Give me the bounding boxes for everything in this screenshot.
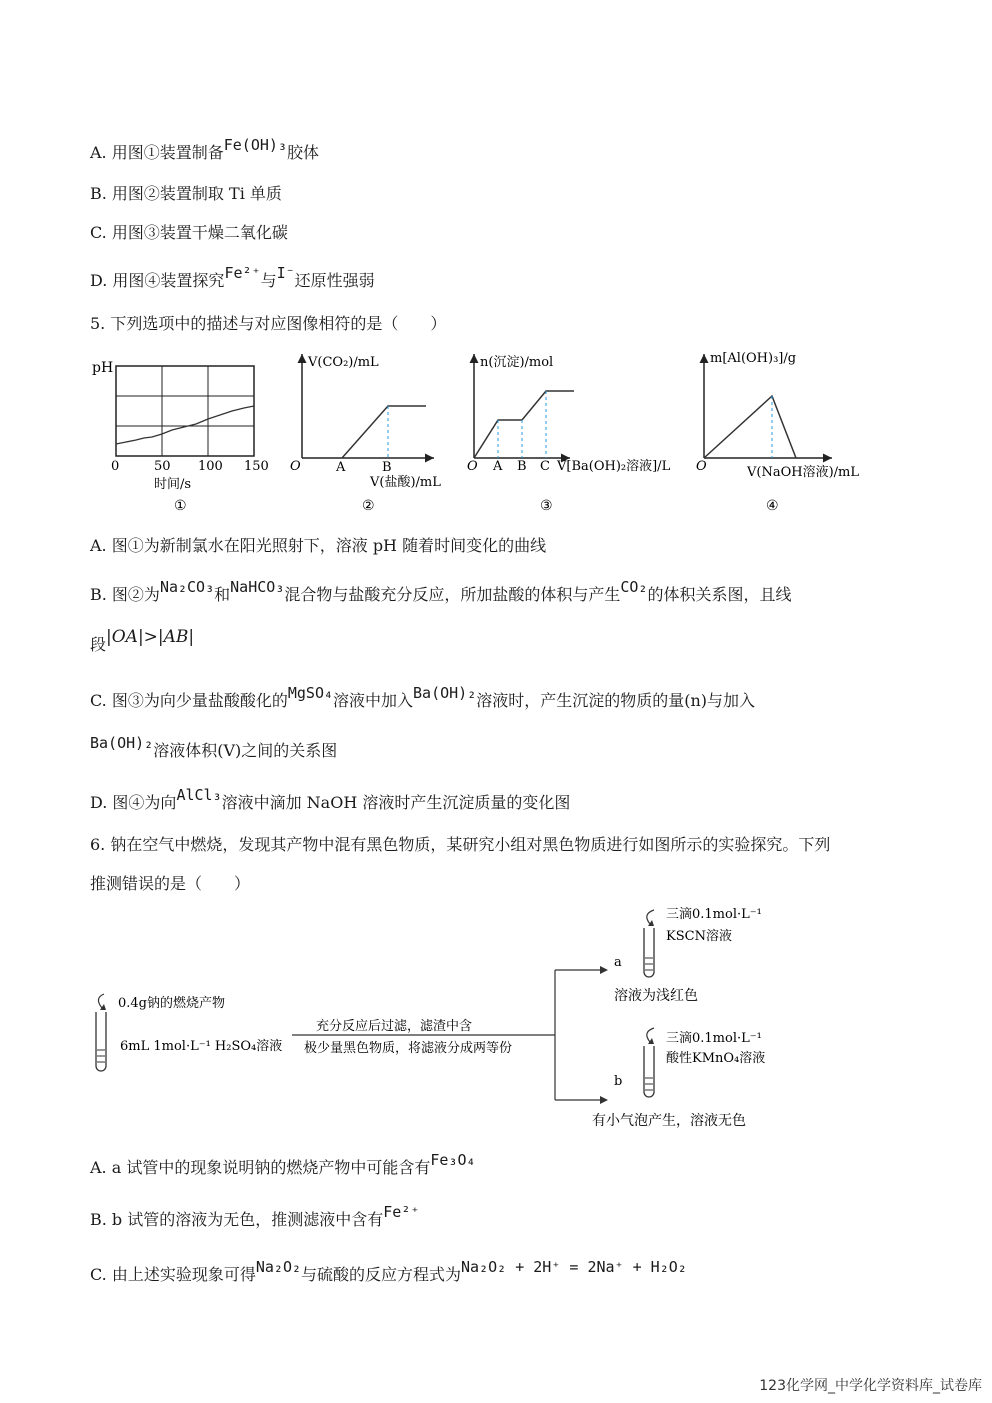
fig3-tick: A xyxy=(493,459,503,474)
q5-c-line2-text: 溶液体积(V)之间的关系图 xyxy=(153,741,338,760)
q4-a-post: 胶体 xyxy=(286,143,319,162)
formula: Ba(OH)₂ xyxy=(90,734,154,752)
formula: CO₂ xyxy=(620,578,648,596)
sample-label: 0.4g钠的燃烧产物 xyxy=(118,996,225,1011)
tube-a-reagent: 三滴0.1mol·L⁻¹ xyxy=(666,907,762,922)
q6-option-c xyxy=(90,1258,687,1285)
fig1-number: ① xyxy=(174,498,187,514)
fig2-tick: A xyxy=(336,460,346,475)
tube-b-reagent: 三滴0.1mol·L⁻¹ xyxy=(666,1031,762,1046)
footer-watermark: 123化学网_中学化学资料库_试卷库 xyxy=(759,1378,982,1394)
q5-option-b-line2 xyxy=(90,627,195,655)
formula: Fe²⁺ xyxy=(383,1203,420,1221)
fig2-ylabel: V(CO₂)/mL xyxy=(308,355,379,370)
test-tube-b xyxy=(644,1028,654,1097)
q6-b-text: B. b 试管的溶液为无色，推测滤液中含有 xyxy=(90,1210,384,1229)
fig2-tick: B xyxy=(382,460,392,475)
q4-option-d xyxy=(90,264,375,291)
main-test-tube xyxy=(96,994,106,1071)
fig2-curve xyxy=(342,406,426,458)
q6-stem-line2: 推测错误的是（ ） xyxy=(90,874,251,893)
q5-c-mid: 溶液中加入 xyxy=(333,691,414,710)
q4-option-a xyxy=(90,136,319,163)
formula: Na₂O₂ xyxy=(255,1258,302,1276)
arrowhead xyxy=(600,966,608,974)
formula: Fe(OH)₃ xyxy=(223,136,287,154)
q5-c-post: 溶液时，产生沉淀的物质的量(n)与加入 xyxy=(476,691,756,710)
tube-b-result: 有小气泡产生，溶液无色 xyxy=(592,1113,746,1129)
q5-option-c xyxy=(90,684,756,711)
fig3-curve xyxy=(474,391,574,458)
fig3-origin: O xyxy=(467,459,478,474)
formula: Na₂CO₃ xyxy=(159,578,215,596)
equation: Na₂O₂ + 2H⁺ = 2Na⁺ + H₂O₂ xyxy=(461,1258,687,1276)
q4-a-text: A. 用图①装置制备 xyxy=(90,143,224,162)
q5-b-mid2: 混合物与盐酸充分反应，所加盐酸的体积与产生 xyxy=(284,585,621,604)
q6-c-text: C. 由上述实验现象可得 xyxy=(90,1265,256,1284)
fig2-number: ② xyxy=(362,498,375,514)
fig1-xlabel: 时间/s xyxy=(154,477,192,492)
figure-3-precipitate-chart xyxy=(467,354,671,514)
q5-stem: 5. 下列选项中的描述与对应图像相符的是（ ） xyxy=(90,314,447,333)
q4-d-mid: 与 xyxy=(260,271,277,290)
formula: MgSO₄ xyxy=(287,684,334,702)
fig3-xlabel: V[Ba(OH)₂溶液]/L xyxy=(557,459,671,474)
fig1-tick: 150 xyxy=(244,459,269,474)
tube-b-reagent: 酸性KMnO₄溶液 xyxy=(666,1051,766,1066)
q4-option-c: C. 用图③装置干燥二氧化碳 xyxy=(90,223,288,242)
fig2-xlabel: V(盐酸)/mL xyxy=(370,475,441,490)
fig4-number: ④ xyxy=(766,498,779,514)
fig1-curve xyxy=(116,406,254,444)
formula: Fe₃O₄ xyxy=(430,1151,476,1169)
tube-b-label: b xyxy=(614,1074,623,1089)
q6-stem-line1: 6. 钠在空气中燃烧，发现其产物中混有黑色物质，某研究小组对黑色物质进行如图所示的实验探究。下列 xyxy=(90,835,831,854)
acid-label: 6mL 1mol·L⁻¹ H₂SO₄溶液 xyxy=(120,1039,283,1054)
q4-d-post: 还原性强弱 xyxy=(294,271,375,290)
fig1-ylabel: pH xyxy=(92,360,114,376)
q6-a-text: A. a 试管中的现象说明钠的燃烧产物中可能含有 xyxy=(90,1158,431,1177)
q5-option-c-line2 xyxy=(90,734,338,761)
fig1-tick: 0 xyxy=(111,459,120,474)
step-label-2: 极少量黑色物质，将滤液分成两等份 xyxy=(304,1041,513,1056)
fig1-tick: 50 xyxy=(154,459,171,474)
arrowhead xyxy=(600,1096,608,1104)
fig4-xlabel: V(NaOH溶液)/mL xyxy=(747,465,859,480)
figure-1-ph-chart xyxy=(92,360,269,514)
test-tube-a xyxy=(644,910,654,977)
fig3-ylabel: n(沉淀)/mol xyxy=(480,355,554,370)
fig2-origin: O xyxy=(290,459,301,474)
fig1-tick: 100 xyxy=(198,459,223,474)
q5-d-post: 溶液中滴加 NaOH 溶液时产生沉淀质量的变化图 xyxy=(221,793,571,812)
q5-c-text: C. 图③为向少量盐酸酸化的 xyxy=(90,691,288,710)
fig3-tick: C xyxy=(540,459,550,474)
q5-figures xyxy=(80,340,900,520)
fig4-origin: O xyxy=(696,459,707,474)
q5-b-mid1: 和 xyxy=(214,585,231,604)
q5-b-line2-text: 段 xyxy=(90,635,107,654)
q6-c-mid: 与硫酸的反应方程式为 xyxy=(301,1265,462,1284)
fig3-number: ③ xyxy=(540,498,553,514)
q5-b-text: B. 图②为 xyxy=(90,585,160,604)
tube-a-label: a xyxy=(614,955,622,970)
tube-a-result: 溶液为浅红色 xyxy=(614,988,698,1004)
q5-d-text: D. 图④为向 xyxy=(90,793,177,812)
q5-b-post: 的体积关系图，且线 xyxy=(647,585,792,604)
tube-a-reagent: KSCN溶液 xyxy=(666,929,732,944)
formula: Ba(OH)₂ xyxy=(413,684,477,702)
figure-4-aloh3-chart xyxy=(696,351,859,514)
q4-d-text: D. 用图④装置探究 xyxy=(90,271,225,290)
q5-option-b xyxy=(90,578,792,605)
formula: AlCl₃ xyxy=(176,786,222,804)
step-label-1: 充分反应后过滤，滤渣中含 xyxy=(316,1019,473,1034)
formula: Fe²⁺ xyxy=(224,264,261,282)
fig4-ylabel: m[Al(OH)₃]/g xyxy=(710,351,797,366)
q4-option-b: B. 用图②装置制取 Ti 单质 xyxy=(90,184,282,203)
inequality: |OA|>|AB| xyxy=(106,627,195,647)
formula: NaHCO₃ xyxy=(230,578,285,596)
q5-option-d xyxy=(90,786,571,813)
q5-option-a: A. 图①为新制氯水在阳光照射下，溶液 pH 随着时间变化的曲线 xyxy=(90,536,547,555)
q6-option-b xyxy=(90,1203,420,1230)
fig4-curve xyxy=(704,396,796,458)
q6-option-a xyxy=(90,1151,476,1178)
figure-2-co2-chart xyxy=(290,354,441,514)
formula: I⁻ xyxy=(276,264,295,282)
q6-experiment-diagram xyxy=(80,900,800,1135)
fig3-tick: B xyxy=(517,459,527,474)
